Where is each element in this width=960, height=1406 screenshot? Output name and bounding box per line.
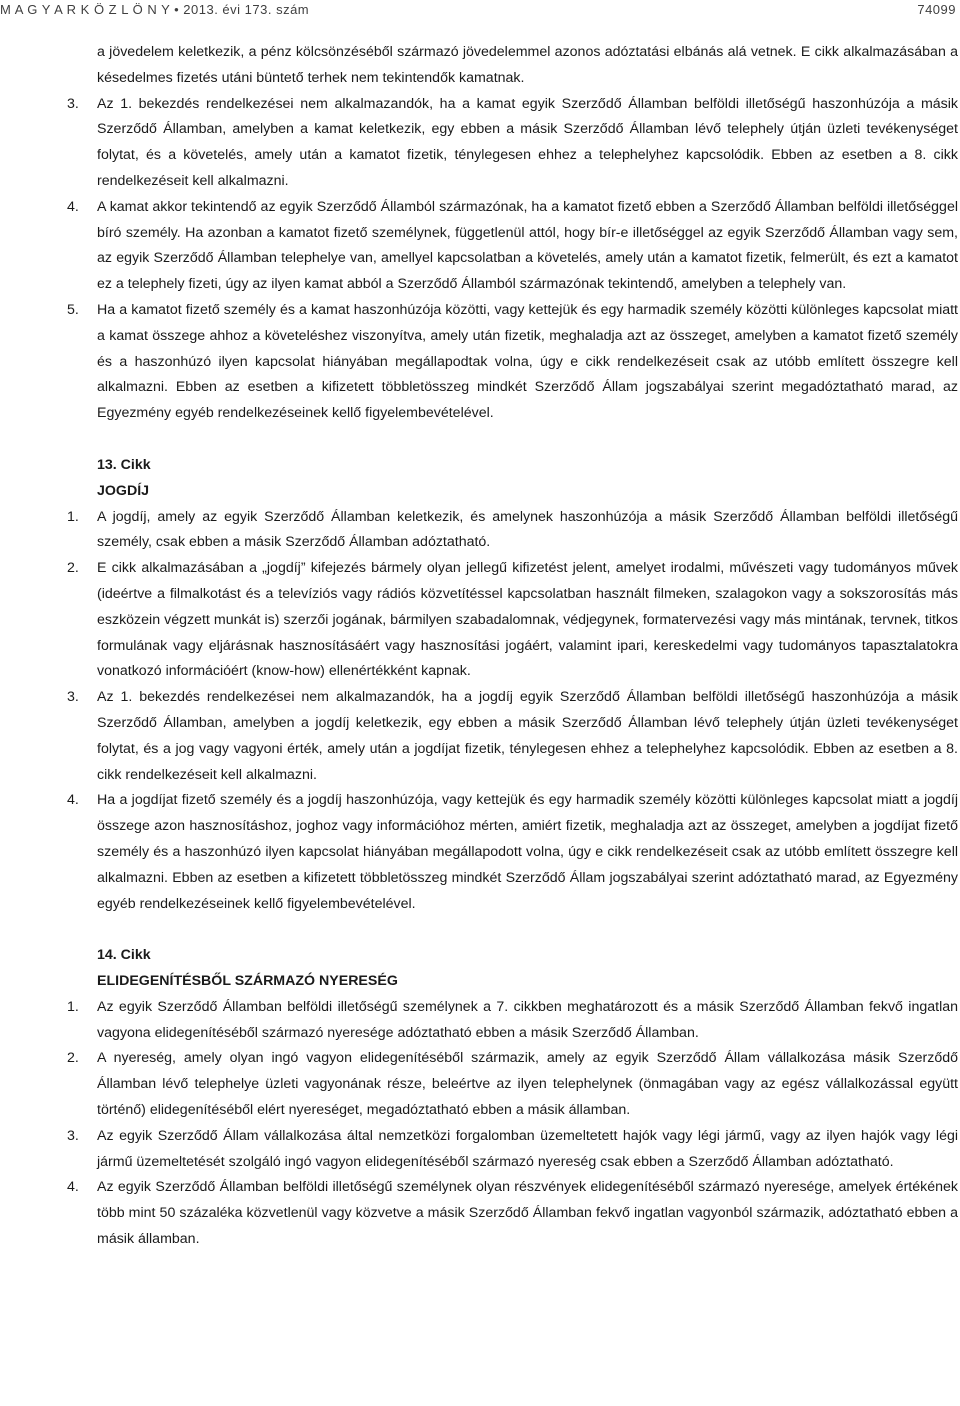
paragraph-text: A nyereség, amely olyan ingó vagyon elidegenítéséből származik, amely az egyik Szerződő Állam vállalkozása másik Szerződő Államban lévő telephelye üzleti vagyonának része, beleértve az ilyen telephelynek (önmagában vagy az egész vállalkozással együtt történő) elidegenítéséből elért nyereséget, megadóztatható ebben a másik államban. bbox=[97, 1050, 958, 1119]
paragraph-text: A kamat akkor tekintendő az egyik Szerződő Államból származónak, ha a kamatot fizető ebben a Szerződő Államban belföldi illetőséggel bíró személy. Ha azonban a kamatot fizető személynek, függetlenül attól, hogy bír-e illetőséggel az egyik Szerződő Államban vagy sem, az egyik Szerződő Államban telephelye van, amellyel kapcsolatban a követelés, amely után a kamatot fizetik, felmerült, és ezt a kamatot ez a telephely fizeti, úgy az ilyen kamat abból a Szerződő Államból származónak tekintendő, amelyben a telephely van. bbox=[97, 198, 958, 293]
document-body bbox=[67, 40, 958, 1253]
paragraph-number: 4. bbox=[67, 198, 79, 215]
sec14-paragraph-4 bbox=[67, 1175, 958, 1252]
sec14-paragraph-1 bbox=[67, 995, 958, 1047]
sec12-paragraph-4 bbox=[67, 195, 958, 298]
paragraph-number: 5. bbox=[67, 301, 79, 318]
sec13-paragraph-1 bbox=[67, 505, 958, 557]
sec12-paragraph-5 bbox=[67, 298, 958, 427]
paragraph-number: 2. bbox=[67, 1050, 79, 1067]
paragraph-text: Az egyik Szerződő Állam vállalkozása által nemzetközi forgalomban üzemeltetett hajók vagy légi jármű, vagy az ilyen hajók vagy légi jármű üzemeltetését szolgáló ingó vagyon elidegenítéséből származó nyereség csak ebben a Szerződő Államban adóztatható. bbox=[97, 1127, 958, 1170]
article-label: 14. Cikk bbox=[97, 947, 151, 964]
sec13-paragraph-3 bbox=[67, 685, 958, 788]
paragraph-number: 4. bbox=[67, 792, 79, 809]
sec14-paragraph-3 bbox=[67, 1124, 958, 1176]
sec14-paragraph-2 bbox=[67, 1046, 958, 1123]
paragraph-text: E cikk alkalmazásában a „jogdíj” kifejezés bármely olyan jellegű kifizetést jelent, amelyet irodalmi, művészeti vagy tudományos művek (ideértve a filmalkotást és a televíziós vagy rádiós közvetítéssel kapcsolatban használt filmeken, szalagokon vagy a sokszorosítás más eszközein végzett munkát is) szerzői jogának, bármilyen szabadalomnak, védjegynek, formatervezési vagy más mintának, tervnek, titkos formulának vagy eljárásnak hasznosításáért vagy hasznosítási jogáért, valamint ipari, kereskedelmi vagy tudományos tapasztalatokra vonatkozó információért (know-how) ellenértékként kapnak. bbox=[97, 560, 958, 680]
sec13-paragraph-2 bbox=[67, 556, 958, 685]
paragraph-text: Az 1. bekezdés rendelkezései nem alkalmazandók, ha a jogdíj egyik Szerződő Államban belföldi illetőségű haszonhúzója a másik Szerződő Államban, amelyben a jogdíj keletkezik, egy ebben a másik Szerződő Államban lévő telephely útján üzleti tevékenységet folytat, és a jog vagy vagyoni érték, amely után a jogdíjat fizetik, ténylegesen ehhez a telephelyhez kapcsolódik. Ebben az esetben a 8. cikk rendelkezéseit kell alkalmazni. bbox=[97, 689, 958, 783]
paragraph-text: Az egyik Szerződő Államban belföldi illetőségű személynek olyan részvények elidegenítéséből származó nyeresége, amelyek értékének több mint 50 százaléka közvetlenül vagy közvetve a másik Szerződő Államban fekvő ingatlan vagyonból származik, adóztatható ebben a másik államban. bbox=[97, 1179, 958, 1248]
article-title: JOGDÍJ bbox=[97, 482, 150, 499]
sec12-paragraph-3 bbox=[67, 92, 958, 195]
paragraph-number: 1. bbox=[67, 508, 79, 525]
paragraph-number: 4. bbox=[67, 1179, 79, 1196]
paragraph-text: Ha a kamatot fizető személy és a kamat haszonhúzója közötti, vagy kettejük és egy harmadik személy közötti különleges kapcsolat miatt a kamat összege ahhoz a követeléshez viszonyítva, amely után fizetik, meghaladja azt az összeget, amelyben a kamatot fizető személy és a haszonhúzó ilyen kapcsolat hiányában megállapodtak volna, úgy e cikk rendelkezéseit csak az utóbb említett összegre kell alkalmazni. Ebben az esetben a kifizetett többletösszeg mindkét Szerződő Állam jogszabályai szerint megadóztatható marad, az Egyezmény egyéb rendelkezéseinek kellő figyelembevételével. bbox=[97, 301, 958, 422]
paragraph-number: 2. bbox=[67, 560, 79, 577]
paragraph-number: 3. bbox=[67, 1127, 79, 1144]
paragraph-number: 3. bbox=[67, 689, 79, 706]
paragraph-text: Az 1. bekezdés rendelkezései nem alkalmazandók, ha a kamat egyik Szerződő Államban belföldi illetőségű haszonhúzója a másik Szerződő Államban, amelyben a kamat keletkezik, egy ebben a másik Szerződő Államban lévő telephely útján üzleti tevékenységet folytat, és a követelés, amely után a kamatot fizetik, ténylegesen ehhez a telephelyhez kapcsolódik. Ebben az esetben a 8. cikk rendelkezéseit kell alkalmazni. bbox=[97, 95, 958, 189]
paragraph-text: Ha a jogdíjat fizető személy és a jogdíj haszonhúzója, vagy kettejük és egy harmadik személy közötti különleges kapcsolat miatt a jogdíj összege azon hasznosításhoz, joghoz vagy információhoz mérten, amiért fizetik, meghaladja azt az összeget, amelyben a jogdíjat fizető személy és a haszonhúzó ilyen kapcsolat hiányában megállapodott volna, úgy e cikk rendelkezéseit csak az utóbb említett összegre kell alkalmazni. Ebben az esetben a kifizetett többletösszeg mindkét Szerződő Állam jogszabályai szerint adóztatható marad, az Egyezmény egyéb rendelkezéseinek kellő figyelembevételével. bbox=[97, 792, 958, 912]
paragraph-text: Az egyik Szerződő Államban belföldi illetőségű személynek a 7. cikkben meghatározott és a másik Szerződő Államban fekvő ingatlan vagyona elidegenítéséből származó nyeresége adóztatható ebben a másik Szerződő Államban. bbox=[97, 998, 958, 1041]
page-number: 74099 bbox=[917, 2, 956, 17]
page-header bbox=[0, 0, 960, 22]
paragraph-text: A jogdíj, amely az egyik Szerződő Államban keletkezik, és amelynek haszonhúzója a másik Szerződő Államban belföldi illetőségű személy, csak ebben a másik Szerződő Államban adóztatható. bbox=[97, 508, 958, 551]
paragraph-number: 1. bbox=[67, 998, 79, 1015]
running-title: M A G Y A R K Ö Z L Ö N Y • 2013. évi 173. szám bbox=[0, 2, 310, 17]
sec13-paragraph-4 bbox=[67, 788, 958, 917]
article-label: 13. Cikk bbox=[97, 456, 151, 473]
article-13-heading bbox=[67, 453, 958, 505]
article-14-heading bbox=[67, 943, 958, 995]
paragraph-number: 3. bbox=[67, 95, 79, 112]
article-title: ELIDEGENÍTÉSBŐL SZÁRMAZÓ NYERESÉG bbox=[97, 973, 398, 990]
paragraph-continuation bbox=[67, 40, 958, 92]
paragraph-text: a jövedelem keletkezik, a pénz kölcsönzéséből származó jövedelemmel azonos adóztatási elbánás alá vetnek. E cikk alkalmazásában a késedelmes fizetés utáni büntető terhek nem tekintendők kamatnak. bbox=[97, 44, 958, 86]
